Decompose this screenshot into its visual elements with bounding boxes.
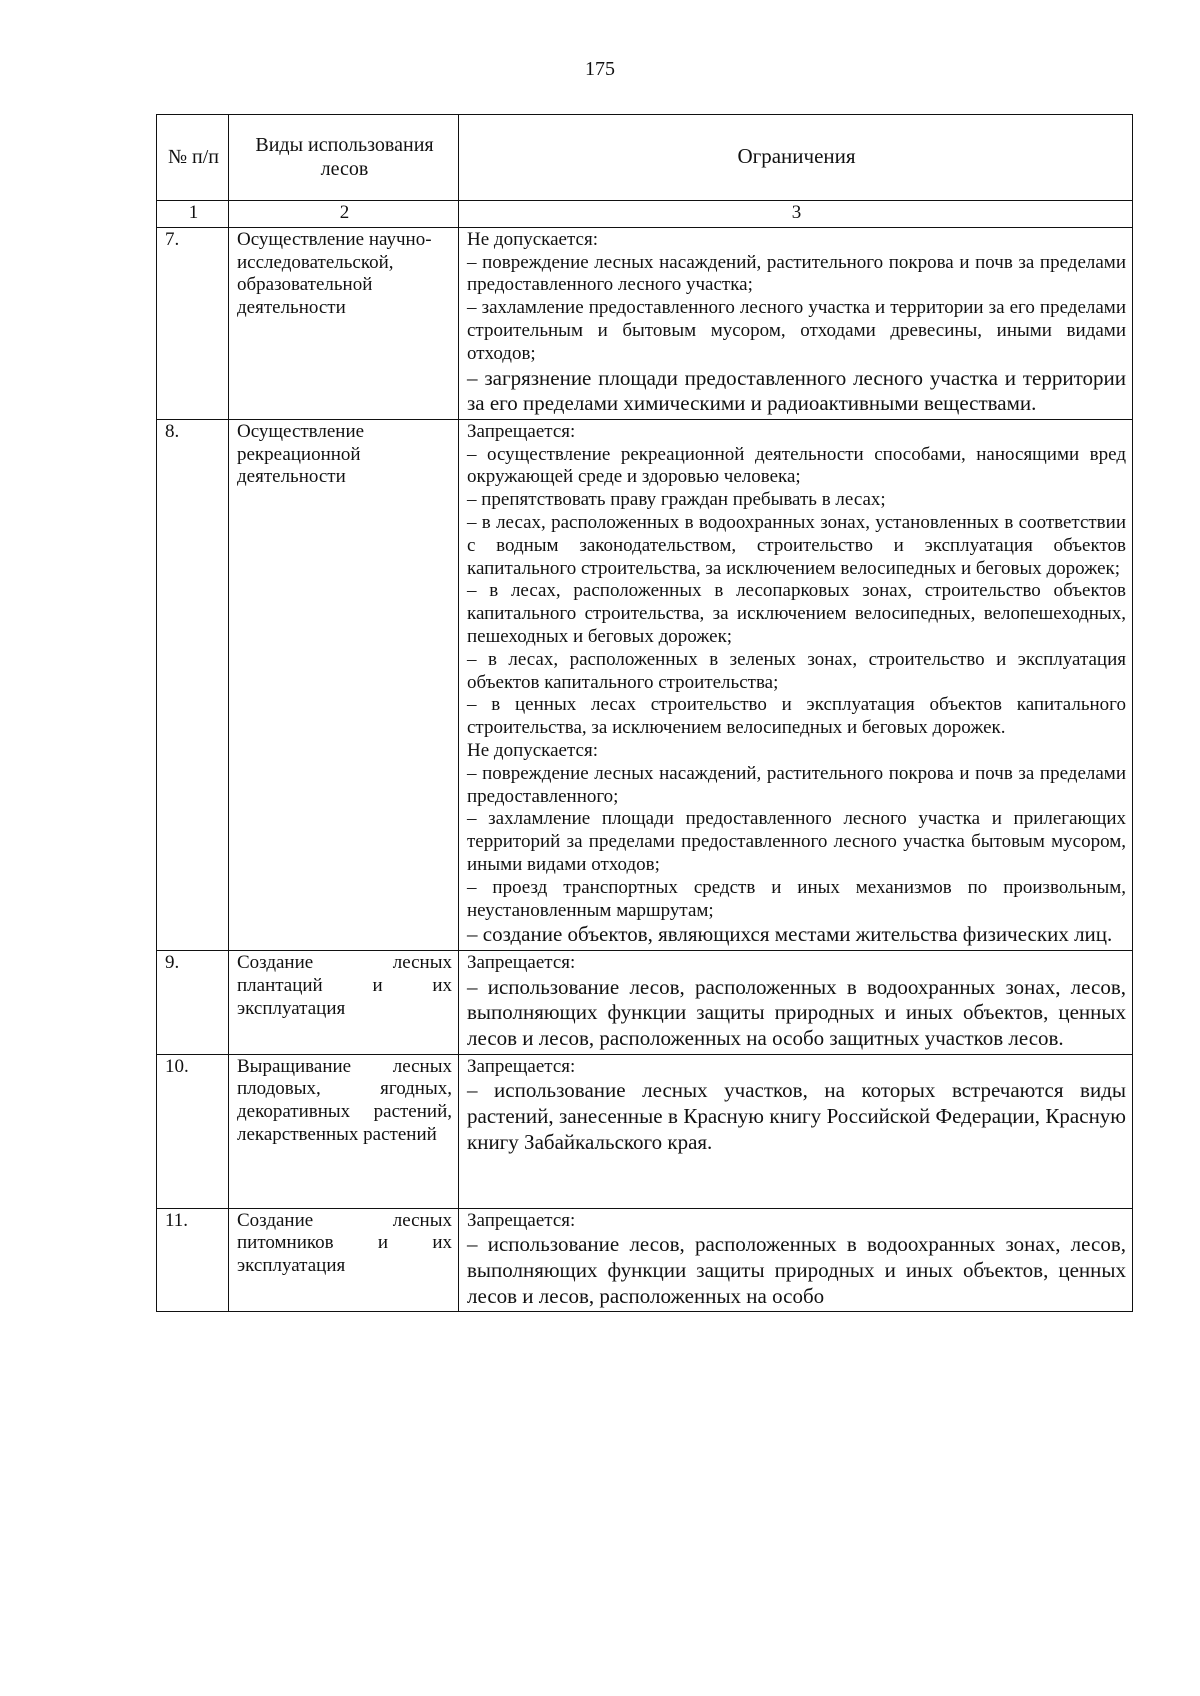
forest-use-type: Осуществление научно-исследовательской, образовательной деятельности <box>229 227 459 419</box>
header-restrictions: Ограничения <box>459 115 1133 201</box>
forest-use-type: Создание лесных питомников и их эксплуатация <box>229 1208 459 1312</box>
restriction-paragraph: – препятствовать праву граждан пребывать в лесах; <box>467 489 886 511</box>
restriction-paragraph: – захламление предоставленного лесного участка и территории за его пределами строительным и бытовым мусором, отходами древесины, иными видами отходов; <box>467 297 1126 364</box>
restriction-paragraph: – осуществление рекреационной деятельности способами, наносящими вред окружающей среде и здоровью человека; <box>467 443 1126 488</box>
restrictions-cell <box>459 1208 1133 1312</box>
restriction-paragraph: Не допускается: <box>467 739 598 761</box>
restriction-paragraph: – повреждение лесных насаждений, растительного покрова и почв за пределами предоставленного; <box>467 762 1126 807</box>
restriction-paragraph: – в ценных лесах строительство и эксплуатация объектов капитального строительства, за исключением велосипедных и беговых дорожек. <box>467 694 1126 739</box>
restriction-paragraph: – использование лесов, расположенных в водоохранных зонах, лесов, выполняющих функции защиты природных и иных объектов, ценных лесов и лесов, расположенных на особо защитных участков лесов. <box>467 974 1126 1050</box>
table-row <box>157 1208 1133 1312</box>
restriction-paragraph: Запрещается: <box>467 420 576 442</box>
page-number: 175 <box>585 58 615 80</box>
table-row <box>157 1054 1133 1208</box>
restriction-paragraph: – захламление площади предоставленного лесного участка и прилегающих территорий за пределами предоставленного лесного участка бытовым мусором, иными видами отходов; <box>467 808 1126 875</box>
row-number: 8. <box>157 419 229 950</box>
column-number-row <box>157 201 1133 228</box>
header-forest-use-type: Виды использования лесов <box>229 115 459 201</box>
restriction-paragraph: – загрязнение площади предоставленного лесного участка и территории за его пределами химическими и радиоактивными веществами. <box>467 365 1126 416</box>
restriction-paragraph: Запрещается: <box>467 951 576 973</box>
table-row <box>157 419 1133 950</box>
table-header-row <box>157 115 1133 201</box>
restrictions-cell <box>459 227 1133 419</box>
restriction-paragraph: Запрещается: <box>467 1055 576 1077</box>
restriction-paragraph: – использование лесных участков, на которых встречаются виды растений, занесенные в Красную книгу Российской Федерации, Красную книгу Забайкальского края. <box>467 1078 1126 1154</box>
restrictions-cell <box>459 1054 1133 1208</box>
row-number: 10. <box>157 1054 229 1208</box>
table-row <box>157 227 1133 419</box>
table-row <box>157 950 1133 1054</box>
restriction-paragraph: – повреждение лесных насаждений, растительного покрова и почв за пределами предоставленного лесного участка; <box>467 251 1126 296</box>
forest-use-type: Выращивание лесных плодовых, ягодных, декоративных растений, лекарственных растений <box>229 1054 459 1208</box>
row-number: 11. <box>157 1208 229 1312</box>
restrictions-cell <box>459 419 1133 950</box>
restriction-paragraph: – в лесах, расположенных в лесопарковых зонах, строительство объектов капитального строительства, за исключением велосипедных, велопешеходных, пешеходных и беговых дорожек; <box>467 580 1126 647</box>
restriction-paragraph: – в лесах, расположенных в зеленых зонах, строительство и эксплуатация объектов капитального строительства; <box>467 648 1126 693</box>
row-number: 7. <box>157 227 229 419</box>
restriction-paragraph: Не допускается: <box>467 228 598 250</box>
forest-use-type: Осуществление рекреационной деятельности <box>229 419 459 950</box>
forest-use-type: Создание лесных плантаций и их эксплуатация <box>229 950 459 1054</box>
column-number: 1 <box>157 201 229 228</box>
restriction-paragraph: – проезд транспортных средств и иных механизмов по произвольным, неустановленным маршрутам; <box>467 876 1126 921</box>
row-number: 9. <box>157 950 229 1054</box>
restriction-paragraph: Запрещается: <box>467 1209 576 1231</box>
restriction-paragraph: – использование лесов, расположенных в водоохранных зонах, лесов, выполняющих функции защиты природных и иных объектов, ценных лесов и лесов, расположенных на особо <box>467 1232 1126 1308</box>
column-number: 3 <box>459 201 1133 228</box>
restriction-paragraph: – в лесах, расположенных в водоохранных зонах, установленных в соответствии с водным законодательством, строительство и эксплуатация объектов капитального строительства, за исключением велосипедных и беговых дорожек; <box>467 511 1126 579</box>
column-number: 2 <box>229 201 459 228</box>
restrictions-table <box>156 114 1133 1312</box>
restriction-paragraph: – создание объектов, являющихся местами жительства физических лиц. <box>467 922 1113 947</box>
restrictions-cell <box>459 950 1133 1054</box>
header-number: № п/п <box>157 115 229 201</box>
